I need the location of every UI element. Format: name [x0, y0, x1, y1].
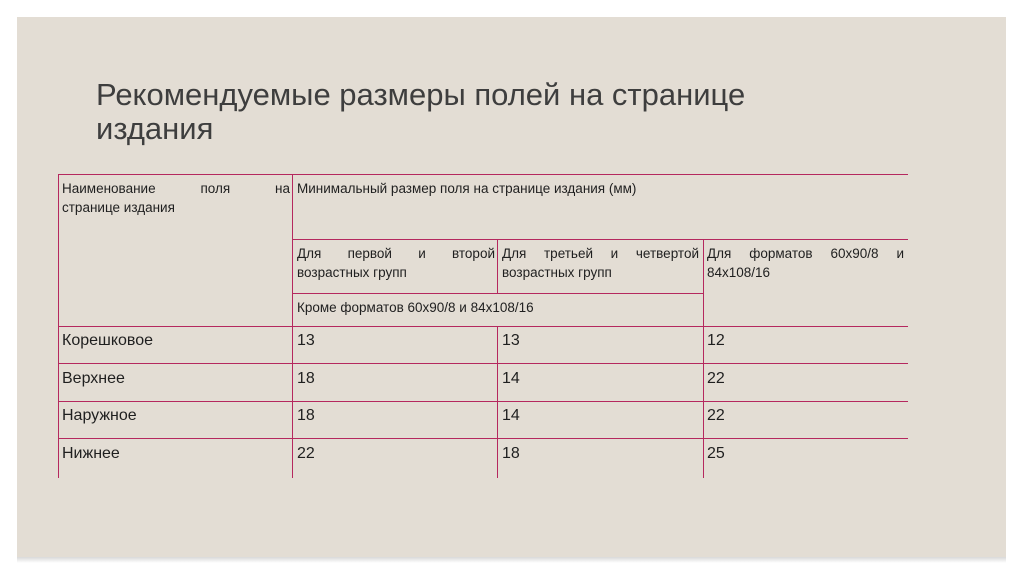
- row-g34: 13: [502, 332, 520, 349]
- header-except-formats: Кроме форматов 60х90/8 и 84х108/16: [297, 300, 534, 315]
- row-g12: 18: [297, 370, 315, 387]
- header-min-size: Минимальный размер поля на странице издания (мм): [297, 181, 637, 196]
- row-fmt: 22: [707, 407, 725, 424]
- margins-table: [58, 174, 908, 478]
- header-group12: Для первой и второй возрастных групп: [297, 246, 495, 280]
- col-line-3-lower: [497, 326, 498, 478]
- row-g12: 18: [297, 407, 315, 424]
- slide-title: Рекомендуемые размеры полей на странице издания: [96, 77, 746, 146]
- header-field-name: Наименование поля на странице издания: [62, 181, 290, 215]
- row-g12: 13: [297, 332, 315, 349]
- row-fmt: 12: [707, 332, 725, 349]
- rule-header-bottom: [58, 326, 908, 327]
- rule-top: [58, 174, 908, 175]
- col-line-1: [58, 174, 59, 478]
- row-fmt: 25: [707, 445, 725, 462]
- rule-header-sub: [292, 239, 908, 240]
- row-g34: 14: [502, 407, 520, 424]
- rule-row2: [58, 401, 908, 402]
- row-name: Корешковое: [62, 332, 154, 349]
- row-g34: 18: [502, 445, 520, 462]
- col-line-2: [292, 174, 293, 478]
- rule-row1: [58, 363, 908, 364]
- rule-except: [292, 293, 703, 294]
- col-line-3: [497, 239, 498, 293]
- row-name: Наружное: [62, 407, 137, 424]
- row-name: Нижнее: [62, 445, 120, 462]
- row-name: Верхнее: [62, 370, 125, 387]
- slide-shadow: [17, 557, 1006, 563]
- rule-row3: [58, 438, 908, 439]
- header-formats: Для форматов 60х90/8 и 84х108/16: [707, 246, 904, 280]
- row-fmt: 22: [707, 370, 725, 387]
- row-g34: 14: [502, 370, 520, 387]
- row-g12: 22: [297, 445, 315, 462]
- header-group34: Для третьей и четвертой возрастных групп: [502, 246, 699, 280]
- col-line-4: [703, 239, 704, 478]
